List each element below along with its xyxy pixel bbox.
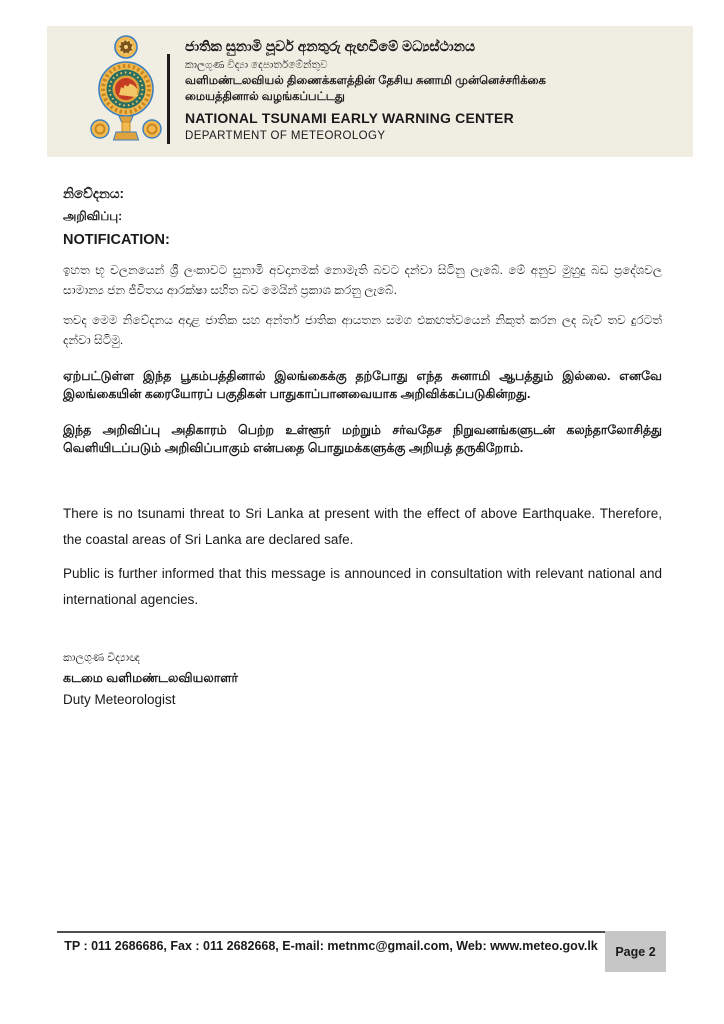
org-name-sinhala: ජාතික සුනාමි පූර්ව අනතුරු ඇඟවීමේ මධ්‍යස්ථානය	[185, 38, 476, 54]
footer-contact-info: TP : 011 2686686, Fax : 011 2682668, E-mail: metnmc@gmail.com, Web: www.meteo.gov.lk	[64, 939, 598, 953]
letterhead-divider	[167, 54, 170, 144]
page-number-label: Page 2	[615, 944, 656, 959]
org-name-tamil-line2: மையத்தினால் வழங்கப்பட்டது	[185, 91, 345, 103]
org-name-english: NATIONAL TSUNAMI EARLY WARNING CENTER	[185, 110, 514, 126]
signature-block	[63, 649, 238, 711]
org-name-tamil-line1: வளிமண்டலவியல் திணைக்களத்தின் தேசிய சுனாமி முன்னெச்சரிக்கை	[185, 75, 546, 87]
paragraph-english-2: Public is further informed that this message is announced in consultation with relevant national and international agencies.	[63, 566, 662, 607]
notification-heading	[63, 183, 170, 252]
notification-label-tamil: அறிவிப்பு:	[63, 209, 123, 223]
dept-name-english: DEPARTMENT OF METEOROLOGY	[185, 130, 386, 142]
notification-label-english: NOTIFICATION:	[63, 232, 170, 248]
paragraph-tamil-2: இந்த அறிவிப்பு அதிகாரம் பெற்ற உள்ளூர் மற்றும் சர்வதேச நிறுவனங்களுடன் கலந்தாலோசித்து வெளியிடப்படும் அறிவிப்பாகும் என்பதை பொதுமக்களுக்கு அறியத் தருகிறோம்.	[63, 423, 662, 455]
signatory-title-sinhala: කාලගුණ විද්‍යාඥ	[63, 652, 140, 664]
notification-label-sinhala: නිවේදනය:	[63, 186, 125, 201]
sri-lanka-emblem-icon	[90, 34, 162, 151]
page-number-badge	[605, 931, 666, 972]
letterhead	[47, 26, 693, 157]
paragraph-sinhala-1: ඉහත භූ චලනයෙන් ශ්‍රී ලංකාවට සුනාමි අවදානමක් නොමැති බවට දන්වා සිටිනු ලැබේ. මේ අනුව මුහුදු බඩ ප්‍රදේශවල සාමාන්‍ය ජන ජීවිතය ආරක්ෂා සහිත බව මෙයින් ප්‍රකාශ කරනු ලැබේ.	[63, 263, 662, 297]
paragraph-english-1: There is no tsunami threat to Sri Lanka at present with the effect of above Earthquake. Therefore, the coastal areas of Sri Lanka are declared safe.	[63, 506, 662, 547]
letterhead-text	[185, 37, 685, 144]
signatory-title-english: Duty Meteorologist	[63, 692, 176, 707]
dept-name-sinhala: කාලගුණ විද්‍යා දෙපාර්තමේන්තුව	[185, 59, 328, 71]
paragraph-sinhala-2: තවද මෙම නිවේදනය අදාළ ජාතික සහ අන්තර් ජාතික ආයතන සමග එකඟත්වයෙන් නිකුත් කරන ලද බැව් තව දුරටත් දන්වා සිටිමු.	[63, 313, 662, 347]
signatory-title-tamil: கடமை வளிமண்டலவியலாளர்	[63, 671, 239, 685]
paragraph-tamil-1: ஏற்பட்டுள்ள இந்த பூகம்பத்தினால் இலங்கைக்கு தற்போது எந்த சுனாமி ஆபத்தும் இல்லை. எனவே இலங்கையின் கரையோரப் பகுதிகள் பாதுகாப்பானவையாக அறிவிக்கப்படுகின்றது.	[63, 369, 662, 401]
